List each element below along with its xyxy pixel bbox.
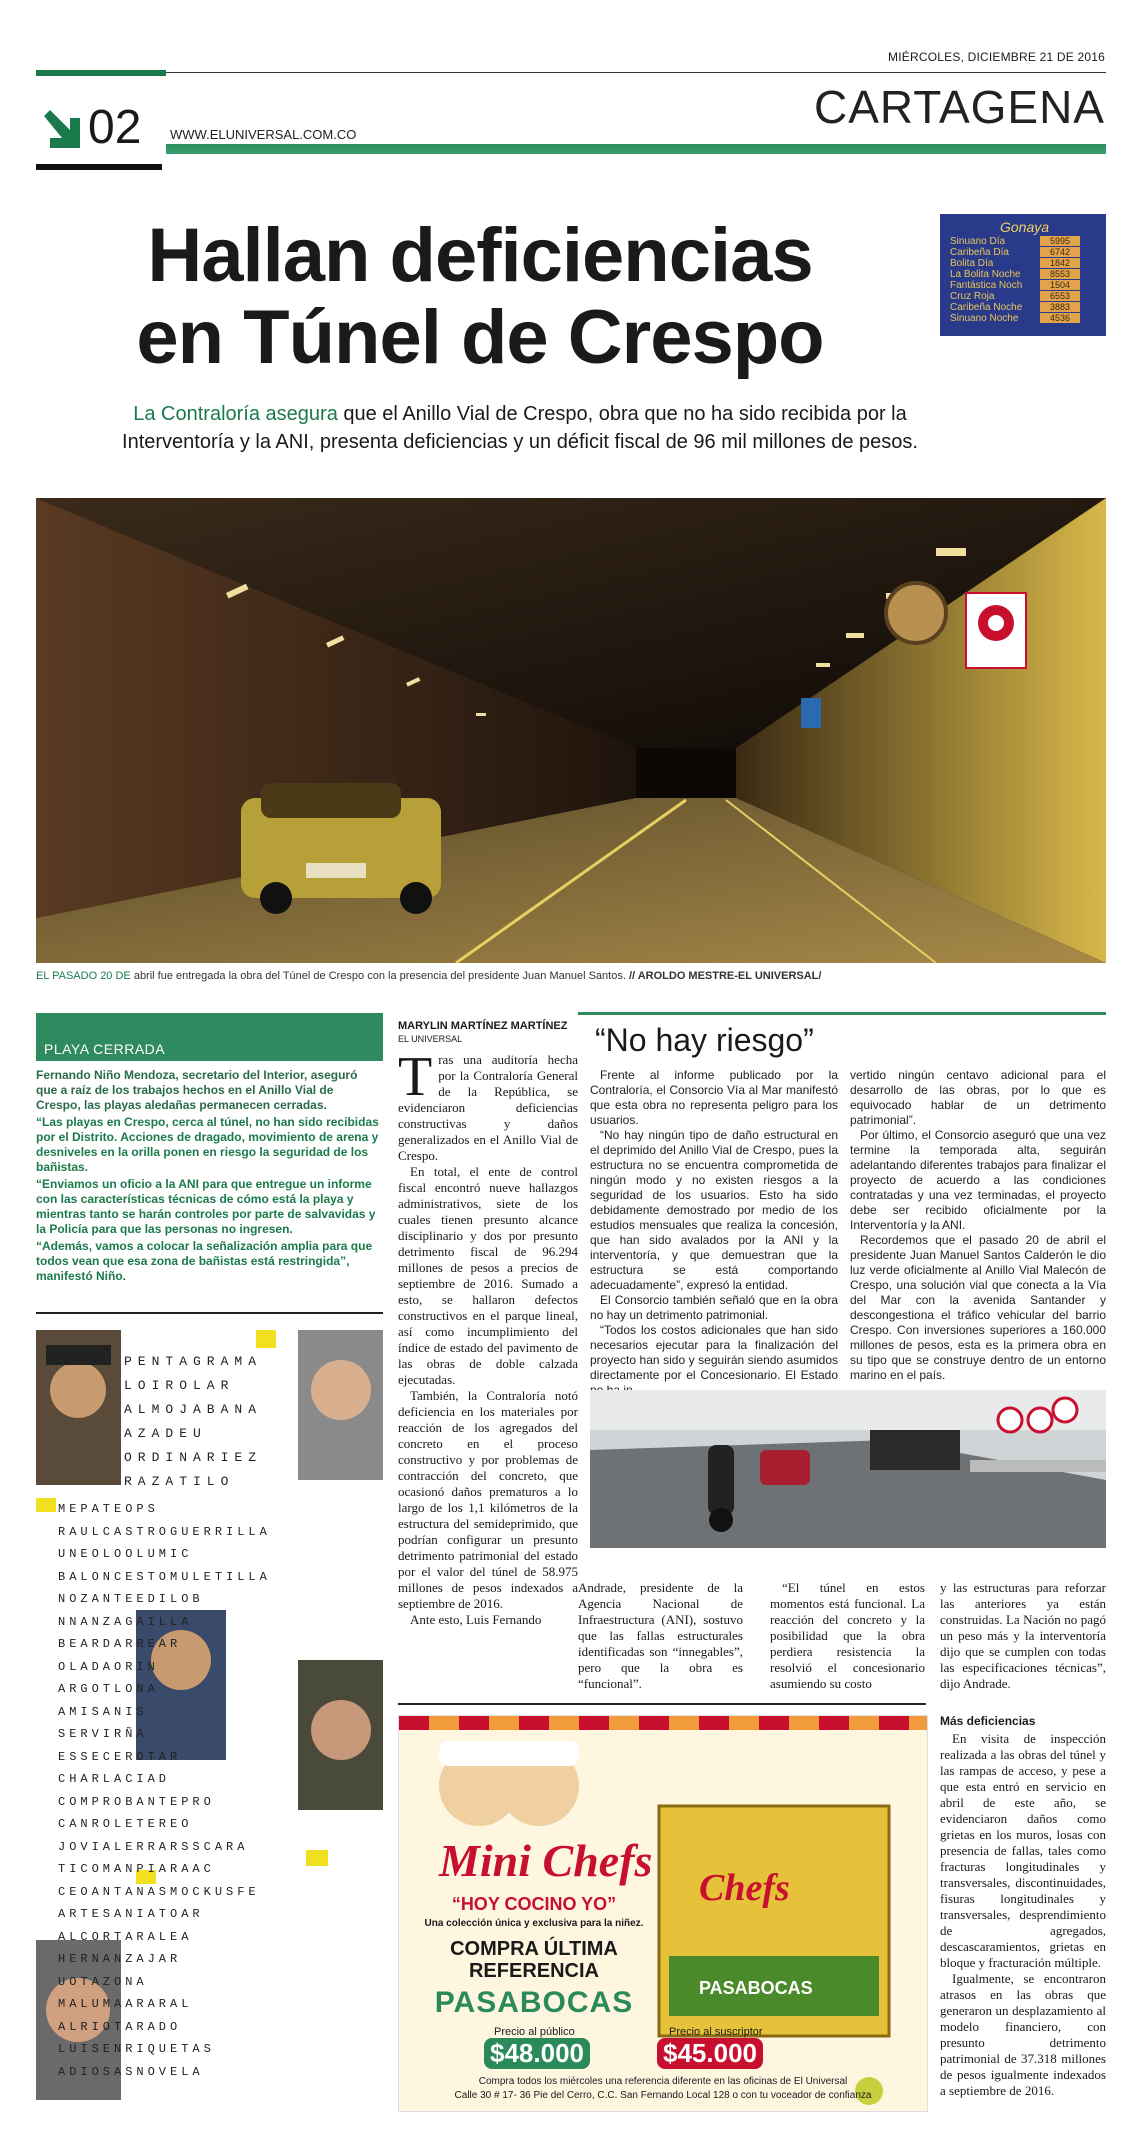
ad-subscriber-price-label: Precio al suscriptor bbox=[669, 2026, 763, 2038]
nohay-paragraph: Frente al informe publicado por la Contraloría, el Consorcio Vía al Mar manifestó que esta obra no representa peligro para los usuarios. bbox=[590, 1068, 838, 1127]
arrow-down-right-icon bbox=[40, 108, 86, 154]
deck-text-2: Interventoría y la ANI, presenta deficiencias y un déficit fiscal de 96 mil millones de pesos. bbox=[122, 431, 918, 453]
crossword-row: ARGOTLONA bbox=[58, 1682, 159, 1696]
article-paragraph: y las estructuras para reforzar las anteriores ya están construidas. La Nación no pagó un peso más y la interventoría dijo que se cumplen con todas las especificaciones técnicas”, dijo Andrade. bbox=[940, 1580, 1106, 1691]
crossword-row: PENTAGRAMA bbox=[124, 1354, 263, 1369]
article-column-4 bbox=[940, 1580, 1106, 1692]
ad-footer-1: Compra todos los miércoles una referencia diferente en las oficinas de El Universal bbox=[478, 2076, 848, 2087]
crossword-row: MALUMAARARAL bbox=[58, 1997, 193, 2011]
sidebar-title: PLAYA CERRADA bbox=[44, 1041, 166, 1057]
lottery-row-value: 1842 bbox=[1040, 258, 1080, 268]
issue-date: MIÉRCOLES, DICIEMBRE 21 DE 2016 bbox=[888, 50, 1105, 64]
caption-text: abril fue entregada la obra del Túnel de Crespo con la presencia del presidente Juan Manuel Santos. bbox=[130, 970, 626, 982]
crossword-row: ESSECEROTAR bbox=[58, 1749, 182, 1764]
nohay-paragraph: “No hay ningún tipo de daño estructural en el deprimido del Anillo Vial de Crespo, pues la estructura no se encuentra comprometida de ningún modo y no existen riesgos a la seguridad de los usuarios. Esto ha sido debidamente demostrado por medio de los estudios mensuales que realiza la concesión, que han sido avalados por la ANI y la interventoría, y que demuestran que la estructura se está comportando adecuadamente”, expresó la entidad. bbox=[590, 1128, 838, 1292]
crossword-grid bbox=[124, 1350, 294, 1494]
lottery-row-value: 1504 bbox=[1040, 280, 1080, 290]
nohay-rule bbox=[578, 1012, 1106, 1015]
crossword-row: COMPROBANTEPRO bbox=[58, 1794, 215, 1809]
article-paragraph: Ante esto, Luis Fernando bbox=[410, 1612, 542, 1627]
crossword-row: ARTESANIATOAR bbox=[58, 1907, 204, 1921]
crossword-row: NNANZAGAILLA bbox=[58, 1614, 193, 1629]
ad-box-brand: Chefs bbox=[699, 1867, 790, 1909]
subhead-mas-deficiencias: Más deficiencias bbox=[940, 1714, 1036, 1728]
ad-brand: Mini Chefs bbox=[439, 1835, 653, 1886]
headline bbox=[80, 215, 880, 379]
crossword-row: LUISENRIQUETAS bbox=[58, 2042, 215, 2056]
ad-product: PASABOCAS bbox=[434, 1986, 634, 2019]
article-column-5 bbox=[940, 1731, 1106, 2099]
ad-line-1: COMPRA ÚLTIMA bbox=[450, 1938, 618, 1960]
nohay-paragraph: vertido ningún centavo adicional para el desarrollo de las obras, por lo que es equivocado hablar de un detrimento patrimonial”. bbox=[850, 1068, 1106, 1127]
page-number: 02 bbox=[88, 101, 142, 154]
sidebar-header bbox=[36, 1013, 383, 1061]
crossword-row: AZADEU bbox=[124, 1426, 207, 1441]
road-photo bbox=[590, 1390, 1106, 1548]
nohay-title: “No hay riesgo” bbox=[595, 1022, 814, 1058]
crossword-row: TICOMANPIARAAC bbox=[58, 1862, 215, 1876]
lottery-row-name: Fantástica Noch bbox=[950, 280, 1023, 291]
lottery-row-name: Caribeña Día bbox=[950, 247, 1009, 258]
header-accent-bar bbox=[36, 70, 166, 76]
headline-line-2: en Túnel de Crespo bbox=[136, 295, 824, 380]
nohay-paragraph: Por último, el Consorcio aseguró que una vez termine la temporada alta, seguirán adelantando diferentes trabajos para finalizar el proyecto de acuerdo a las condiciones contratadas y una vez terminadas, el proyecto debe ser recibido oficialmente por la Interventoría y la ANI. bbox=[850, 1128, 1106, 1232]
lottery-row-value: 6742 bbox=[1040, 247, 1080, 257]
article-column-3 bbox=[770, 1580, 925, 1692]
deck-text: que el Anillo Vial de Crespo, obra que no ha sido recibida por la bbox=[337, 403, 907, 425]
ad-subscriber-price: $45.000 bbox=[657, 2038, 763, 2069]
crossword-row: RAULCASTROGUERRILLA bbox=[58, 1524, 271, 1539]
ad-box-product: PASABOCAS bbox=[699, 1978, 813, 1998]
article-paragraph: También, la Contraloría notó deficiencia en los materiales por reacción de los agregados del concreto en el proceso constructivo y por problemas de contracción del concreto, que ocasionó daños prematuros a lo largo de los 1,1 kilómetros de la estructura del semideprimido, que podrían configurar un presunto detrimento patrimonial del estado por el valor del túnel de 58.975 millones de pesos indexados a septiembre de 2016. bbox=[398, 1388, 578, 1611]
lottery-brand: Gonaya bbox=[1000, 219, 1050, 235]
lottery-row-value: 5995 bbox=[1040, 236, 1080, 246]
crossword-row: OLADAORIN bbox=[58, 1659, 159, 1674]
caption-credit: // AROLDO MESTRE-EL UNIVERSAL/ bbox=[625, 970, 822, 982]
nohay-paragraph: “Todos los costos adicionales que han sido necesarios ejecutar para la finalización del proyecto han sido y seguirán siendo asumidos directamente por el Concesionario. El Estado bbox=[590, 1323, 838, 1382]
crossword-row: UNEOLOOLUMIC bbox=[58, 1547, 193, 1561]
crossword-row: LOIROLAR bbox=[124, 1378, 235, 1393]
crossword-row: CHARLACIAD bbox=[58, 1772, 171, 1786]
site-url[interactable]: WWW.ELUNIVERSAL.COM.CO bbox=[170, 127, 357, 142]
lottery-row-name: Sinuano Noche bbox=[950, 313, 1019, 324]
section-title: CARTAGENA bbox=[813, 81, 1105, 133]
caption-lead: EL PASADO 20 DE bbox=[36, 970, 131, 982]
crossword-row: ADIOSASNOVELA bbox=[58, 2064, 204, 2079]
lottery-row-name: La Bolita Noche bbox=[950, 269, 1021, 280]
lottery-row-name: Cruz Roja bbox=[950, 291, 995, 302]
crossword-puzzle bbox=[36, 1320, 383, 2110]
photo-caption bbox=[36, 970, 1106, 982]
crossword-row: HERNANZAJAR bbox=[58, 1952, 182, 1966]
lottery-row-value: 8553 bbox=[1040, 269, 1080, 279]
article-paragraph: En total, el ente de control fiscal encontró nueve hallazgos administrativos, siete de los cuales tienen presunto alcance disciplinario y dos por presunto detrimento fiscal de 96.294 millones de pesos a precios de septiembre de 2016. Sumado a esto, se hallaron defectos constructivos en el parque lineal, así como incumplimiento del índice de estado del pavimento de las obras de doble calzada ejecutadas. bbox=[398, 1164, 578, 1387]
ad-slogan: “HOY COCINO YO” bbox=[451, 1894, 617, 1914]
sidebar-paragraph: “Enviamos un oficio a la ANI para que entregue un informe con las características técnicas de cómo está la playa y mientras tanto se harán controles por parte de salvavidas y la Policía para que las personas no ingresen. bbox=[36, 1177, 376, 1236]
dropcap: T bbox=[398, 1046, 433, 1108]
lottery-row-name: Sinuano Día bbox=[950, 236, 1006, 247]
article-paragraph: Andrade, presidente de la Agencia Nacional de Infraestructura (ANI), sostuvo que las fallas estructurales identificadas son “innegables”, pero que la obra es “funcional”. bbox=[578, 1580, 743, 1691]
article-paragraph: En visita de inspección realizada a las obras del túnel y las rampas de acceso, y pese a que esta entró en servicio en abril de este año, se evidenciaron daños como grietas en los muros, losas con presencia de fallas, tales como fracturas longitudinales y transversales, discontinuidades, fisuras longitudinales y transversales, desprendimiento de agregados, descascaramientos, grietas en bloque y fracturación múltiple. bbox=[940, 1731, 1106, 1970]
crossword-row: ORDINARIEZ bbox=[124, 1450, 263, 1465]
crossword-row: NOZANTEEDILOB bbox=[58, 1592, 204, 1606]
crossword-row: RAZATILO bbox=[124, 1474, 235, 1489]
lottery-row-value: 6553 bbox=[1040, 291, 1080, 301]
crossword-row: ALMOJABANA bbox=[124, 1402, 263, 1417]
header-green-bar bbox=[166, 144, 1106, 154]
article-column-2 bbox=[578, 1580, 743, 1692]
lottery-results-box bbox=[940, 214, 1106, 336]
sidebar-rule bbox=[36, 1312, 383, 1314]
nohay-paragraph: Recordemos que el pasado 20 de abril el presidente Juan Manuel Santos Calderón le dio luz verde oficialmente al Anillo Vial Malecón de Crespo, una solución vial que conecta a la Vía del Mar con la avenida Santander y descongestiona el tráfico vehicular del barrio Crespo. Con inversiones superiores a 160.000 millones de pesos, esta es la primera obra en su tipo que se construye dentro de un entorno marino en el país. bbox=[850, 1233, 1106, 1382]
crossword-row: CANROLETEREO bbox=[58, 1817, 193, 1831]
article-paragraph: Igualmente, se encontraron atrasos en las obras que generaron un desplazamiento al modelo financiero, con presunto detrimento patrimonial de 37.318 millones de pesos igualmente indexados a septiembre de 2016. bbox=[940, 1971, 1106, 2098]
sidebar-paragraph: “Además, vamos a colocar la señalización amplia para que todos vean que esa zona de bañistas está restringida”, manifestó Niño. bbox=[36, 1239, 373, 1283]
crossword-row: CEOANTANASMOCKUSFE bbox=[58, 1884, 260, 1899]
sidebar-paragraph: Fernando Niño Mendoza, secretario del Interior, aseguró que a raíz de los trabajos hechos en el Anillo Vial de Crespo, las playas aledañas permanecen cerradas. bbox=[36, 1068, 358, 1112]
lottery-row-value: 4536 bbox=[1040, 313, 1080, 323]
taxi bbox=[241, 783, 441, 914]
header-rule bbox=[166, 72, 1106, 73]
ad-rule bbox=[398, 1703, 926, 1705]
ad-public-price: $48.000 bbox=[484, 2038, 590, 2069]
nohay-column-1 bbox=[590, 1068, 838, 1398]
crossword-row: AMISANIS bbox=[58, 1704, 148, 1719]
ad-footer-2: Calle 30 # 17- 36 Pie del Cerro, C.C. San Fernando Local 128 o con tu voceador de confianza bbox=[454, 2090, 872, 2101]
article-paragraph: ras una auditoría hecha por la Contraloría General de la República, se evidenciaron deficiencias constructivas y daños generalizados en el Anillo Vial de Crespo. bbox=[398, 1052, 578, 1163]
crossword-row: BEARDARREAR bbox=[58, 1637, 182, 1651]
tunnel-photo bbox=[36, 498, 1106, 963]
sidebar-body bbox=[36, 1068, 381, 1286]
deck-highlight: La Contraloría asegura bbox=[133, 403, 338, 425]
nohay-paragraph: El Consorcio también señaló que en la obra no hay un detrimento patrimonial. bbox=[590, 1293, 838, 1322]
crossword-row: SERVIRÑA bbox=[58, 1727, 148, 1741]
crossword-row: MEPATEOPS bbox=[58, 1502, 159, 1516]
lottery-row-name: Bolita Día bbox=[950, 258, 994, 269]
byline-outlet: EL UNIVERSAL bbox=[398, 1034, 463, 1044]
deck bbox=[80, 400, 960, 456]
lottery-row-name: Caribeña Noche bbox=[950, 302, 1023, 313]
nohay-column-2 bbox=[850, 1068, 1106, 1383]
tunnel-illustration bbox=[36, 498, 1106, 963]
road-illustration bbox=[590, 1390, 1106, 1548]
crossword-row: JOVIALERRARSSCARA bbox=[58, 1839, 249, 1854]
ad-line-2: REFERENCIA bbox=[468, 1960, 599, 1982]
crossword-row: UOTAZONA bbox=[58, 1974, 148, 1989]
crossword-row: ALRIOTARADO bbox=[58, 2019, 182, 2034]
article-paragraph: “El túnel en estos momentos está funcional. La reacción del concreto y la posibilidad que la obra perdiera resistencia la resolvió el concesionario asumiendo su costo bbox=[770, 1580, 925, 1691]
lottery-row-value: 3883 bbox=[1040, 302, 1080, 312]
sidebar-paragraph: “Las playas en Crespo, cerca al túnel, no han sido recibidas por el Distrito. Acciones de dragado, movimiento de arena y desniveles en la orilla ponen en riesgo la seguridad de los bañistas. bbox=[36, 1115, 379, 1174]
ad-public-price-label: Precio al público bbox=[494, 2026, 575, 2038]
byline: MARYLIN MARTÍNEZ MARTÍNEZ bbox=[398, 1020, 568, 1032]
crossword-row: ALCORTARALEA bbox=[58, 1929, 193, 1944]
mini-chefs-ad[interactable] bbox=[398, 1715, 928, 2112]
ad-subtitle: Una colección única y exclusiva para la niñez. bbox=[424, 1918, 644, 1929]
article-column-1 bbox=[398, 1046, 578, 1628]
headline-line-1: Hallan deficiencias bbox=[147, 213, 813, 298]
crossword-grid-wide bbox=[58, 1498, 378, 2083]
crossword-row: BALONCESTOMULETILLA bbox=[58, 1569, 271, 1584]
